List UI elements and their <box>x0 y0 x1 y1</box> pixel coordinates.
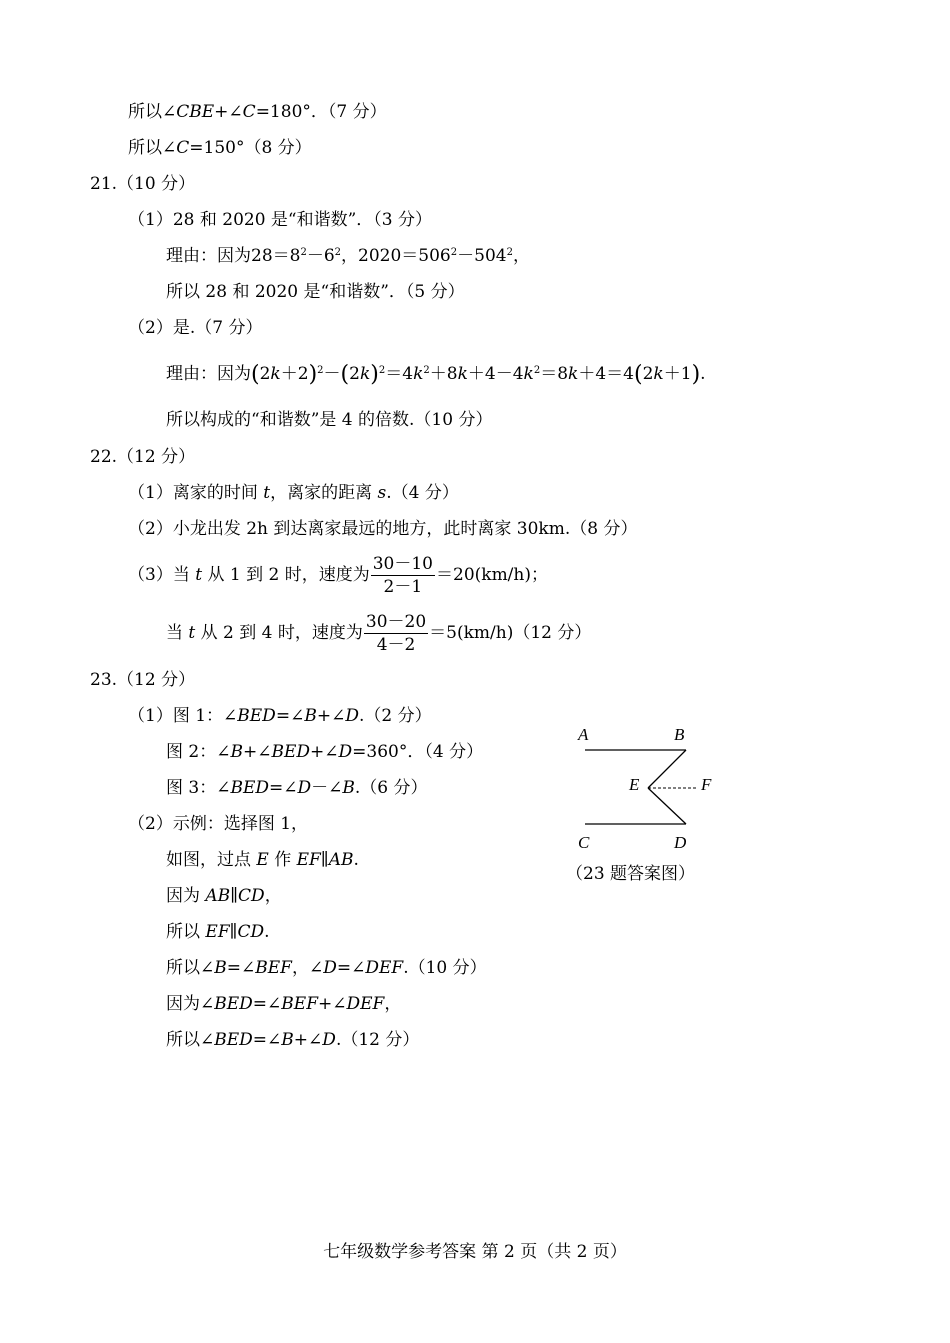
fraction-3b: $\frac{30-20}{4-2}$ <box>365 612 427 655</box>
label-c: C <box>578 833 590 852</box>
q23-part2-e: 因为∠BED=∠BEF+∠DEF， <box>166 994 402 1014</box>
q23-part1-fig3: 图 3：∠BED=∠D－∠B.（6 分） <box>166 778 428 798</box>
q21-part2-reason: 理由：因为$(2k+2)^2-(2k)^2=4k^2+8k+4-4k^2=8k+4=4(2k+1)$. <box>166 362 706 387</box>
q23-part2-b: 因为 AB∥CD， <box>166 886 282 906</box>
q22-part2: （2）小龙出发 2h 到达离家最远的地方，此时离家 30km.（8 分） <box>128 519 638 539</box>
segment-be <box>648 750 686 788</box>
q21-part1: （1）28 和 2020 是“和谐数”．（3 分） <box>128 210 433 230</box>
q22-part1: （1）离家的时间 t，离家的距离 s.（4 分） <box>128 483 459 503</box>
figure-caption: （23 题答案图） <box>566 864 696 884</box>
q21-part1-conclusion: 所以 28 和 2020 是“和谐数”．（5 分） <box>166 282 465 302</box>
q23-part2: （2）示例：选择图 1， <box>128 814 309 834</box>
q21-part1-reason: 理由：因为$28=8^2-6^2$，$2020=506^2-504^2$， <box>166 246 530 266</box>
q23-part2-f: 所以∠BED=∠B+∠D.（12 分） <box>166 1030 420 1050</box>
q21-part2-conclusion: 所以构成的“和谐数”是 4 的倍数.（10 分） <box>166 410 493 430</box>
label-b: B <box>674 725 685 744</box>
q21-heading: 21.（10 分） <box>90 174 196 194</box>
q23-part1-fig2: 图 2：∠B+∠BED+∠D=360°．（4 分） <box>166 742 484 762</box>
line-cbe-sum: 所以∠CBE+∠C=180°．（7 分） <box>128 102 387 122</box>
q23-part2-c: 所以 EF∥CD. <box>166 922 270 942</box>
q23-part1-fig1: （1）图 1：∠BED=∠B+∠D.（2 分） <box>128 706 432 726</box>
fraction-3a: $\frac{30-10}{2-1}$ <box>372 554 433 597</box>
q23-part2-d: 所以∠B=∠BEF，∠D=∠DEF.（10 分） <box>166 958 487 978</box>
label-d: D <box>674 833 687 852</box>
label-f: F <box>701 775 712 794</box>
q23-part2-a: 如图，过点 E 作 EF∥AB. <box>166 850 359 870</box>
q23-answer-figure <box>568 718 738 856</box>
label-a: A <box>578 725 589 744</box>
q23-heading: 23.（12 分） <box>90 670 196 690</box>
q22-part3a: （3）当 t 从 1 到 2 时，速度为 $\frac{30-10}{2-1}$ ＝20(km/h)； <box>128 554 548 597</box>
q22-part3b: 当 t 从 2 到 4 时，速度为 $\frac{30-20}{4-2}$ ＝5(km/h)（12 分） <box>166 612 592 655</box>
page-footer: 七年级数学参考答案 第 2 页（共 2 页） <box>323 1242 627 1262</box>
line-c-150: 所以∠C=150°（8 分） <box>128 138 312 158</box>
q22-heading: 22.（12 分） <box>90 447 196 467</box>
segment-ed <box>648 788 686 824</box>
label-e: E <box>629 775 640 794</box>
q21-part2: （2）是.（7 分） <box>128 318 263 338</box>
